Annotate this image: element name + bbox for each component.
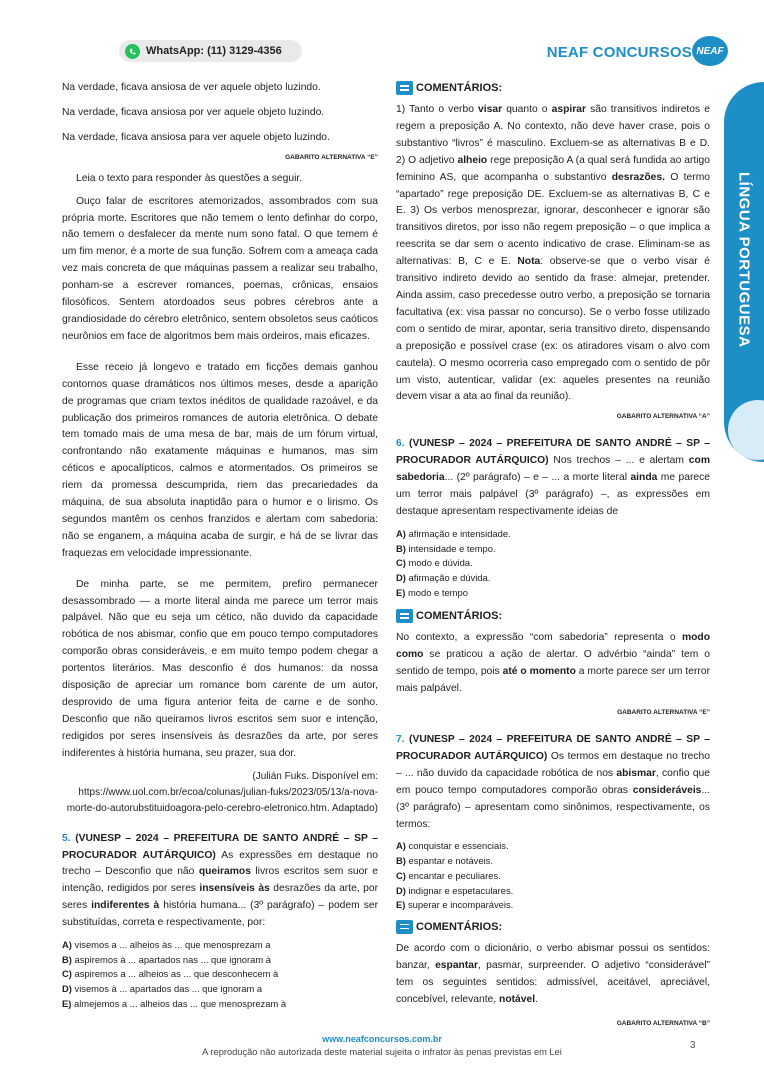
- example-sentence: Na verdade, ficava ansiosa para ver aquele objeto luzindo.: [62, 131, 330, 143]
- answer-key: GABARITO ALTERNATIVA “B”: [616, 1019, 710, 1027]
- answer-key: GABARITO ALTERNATIVA “A”: [616, 413, 710, 421]
- whatsapp-icon: [125, 44, 140, 59]
- option-c[interactable]: C) modo e dúvida.: [396, 557, 473, 569]
- highlighted-term: indiferentes à: [91, 900, 160, 912]
- comment-q6: No contexto, a expressão “com sabedoria” representa o modo como se praticou a ação de alertar. O advérbio “ainda” tem o sentido de tempo, pois até o momento a morte parece ser um terror mais palpável.: [396, 632, 711, 695]
- text-paragraph-3: De minha parte, se me permitem, prefiro permanecer desassombrado — a morte literal ainda me parece um terror mais palpável. Não que eu seja um cético, não duvido da capacidade robótica de nos abismar, confio que em pouco tempo computadores comporão obras consideráveis, e em muito tempo podem chegar a portentos literários. Mas desconfio é dos humanos: da nossa disposição de apreciar um romance bom carente de um autor, desprovido de uma figura anterior feita de carne e de sonho. Desconfio que não queiramos livros escritos sem suor e intenção, redigidos por seres insensíveis às desrazões da arte, por seres indiferentes à história humana, seu prazer, sua dor.: [62, 578, 378, 759]
- question-number: 5.: [62, 832, 71, 844]
- comment-q7: De acordo com o dicionário, o verbo abismar possui os sentidos: banzar, espantar, pasmar, surpreender. O adjetivo “considerável” tem os seguintes sentidos: admissível, aceitável, apreciável, concebível, relevante, notável.: [396, 942, 710, 1005]
- left-column: [62, 80, 378, 1012]
- option-b[interactable]: B) aspiremos à ... apartados nas ... que ignoram à: [62, 953, 271, 965]
- comments-heading: COMENTÁRIOS:: [396, 919, 710, 935]
- brand-name: NEAF CONCURSOS: [546, 44, 692, 61]
- question-text: livros escritos sem suor e intenção, redigidos por seres: [62, 866, 378, 895]
- answer-key: GABARITO ALTERNATIVA “E”: [617, 708, 710, 716]
- comment-icon: [396, 81, 413, 95]
- footer-copyright-note: A reprodução não autorizada deste material sujeita o infrator às penas previstas em Lei: [202, 1047, 562, 1057]
- option-a[interactable]: A) afirmação e intensidade.: [396, 527, 511, 539]
- option-d[interactable]: D) visemos à ... apartados das ... que ignoram a: [62, 983, 263, 995]
- answer-key: GABARITO ALTERNATIVA “E”: [285, 153, 378, 161]
- whatsapp-contact[interactable]: [119, 40, 302, 62]
- comments-heading: COMENTÁRIOS:: [396, 80, 710, 96]
- question-5: [62, 831, 378, 932]
- page-number: 3: [690, 1040, 696, 1051]
- comments-heading: COMENTÁRIOS:: [396, 608, 710, 624]
- question-text: desrazões da arte, por seres: [62, 883, 379, 912]
- example-sentence: Na verdade, ficava ansiosa por ver aquele objeto luzindo.: [62, 106, 325, 118]
- footer-website-link[interactable]: www.neafconcursos.com.br: [322, 1034, 442, 1044]
- comment-q4: 1) Tanto o verbo visar quanto o aspirar são transitivos indiretos e regem a preposição A. No contexto, não deve haver crase, pois o substantivo “livros” é masculino. Excluem-se as alternativas B e D. 2) O adjetivo alheio rege preposição A (a qual será fundida ao artigo feminino AS, que acompanha o substantivo desrazões. O termo “apartado” rege preposição DE. Excluem-se as alternativas B, C e E. 3) Os verbos menosprezar, ignorar, desconhecer e ignorar são transitivos diretos, por isso não regem preposição – o que implica a reescrita se dar sem o acento indicativo de crase. Eliminam-se as alternativas: B, C e E. Nota: observe-se que o verbo visar é transitivo indireto devido ao sentido da frase: almejar, pretender. Ainda assim, caso precedesse outro verbo, a preposição se tornaria facultativa (ex: visa passar no concurso). Se o verbo fosse utilizado com o sentido de mirar, apontar, seria transitivo direto, dispensando a preposição e possível crase (ex: os atiradores visam o alvo com cautela). O mesmo ocorreria caso empregado com o sentido de pôr um visto, autenticar, validar (ex: aqueles presentes na reunião devem visar a ata ao final da reunião).: [396, 104, 710, 403]
- comment-icon: [396, 609, 413, 623]
- comment-icon: [396, 920, 413, 934]
- reading-instruction: Leia o texto para responder às questões a seguir.: [76, 172, 303, 184]
- text-paragraph-2: Esse receio já longevo e tratado em ficções demais ganhou contornos quase dramáticos nos últimos meses, desde a aparição de programas que criam textos inéditos de qualidade razoável, e da publicação dos primeiros romances de autoria eletrônica. O debate tem tomado mais de uma mesa de bar, mais de um fórum virtual, confrontando não exatamente máquinas e humanos, mas sim céticos e apocalípticos, calmos e atormentados. Os primeiros se riem da promessa descumprida, riem das precariedades da máquina, de sua absoluta inaptidão para o humor e o lirismo. Os segundos mantêm os cenhos franzidos e alertam com sabedoria: não se enganem, a máquina acaba de surgir, e há de se livrar das fraquezas em velocidade impressionante.: [62, 361, 378, 559]
- question-number: 7.: [396, 733, 405, 745]
- brand-logo: NEAF: [692, 36, 728, 66]
- question-source: (VUNESP – 2024 – PREFEITURA DE SANTO ANDRÉ – SP – PROCURADOR AUTÁRQUICO): [396, 438, 710, 467]
- option-e[interactable]: E) modo e tempo: [396, 586, 468, 598]
- option-d[interactable]: D) indignar e espetaculares.: [396, 884, 514, 896]
- answer-options: [396, 839, 710, 913]
- right-column: [396, 80, 710, 1029]
- question-text: As expressões em destaque no trecho – Desconfio que não: [62, 849, 378, 878]
- question-number: 6.: [396, 438, 405, 450]
- option-e[interactable]: E) superar e incomparáveis.: [396, 899, 514, 911]
- option-b[interactable]: B) intensidade e tempo.: [396, 542, 496, 554]
- question-6: 6. (VUNESP – 2024 – PREFEITURA DE SANTO ANDRÉ – SP – PROCURADOR AUTÁRQUICO) Nos trechos – ... e alertam com sabedoria... (2º parágrafo) – e – ... a morte literal ainda me parece um terror mais palpável (3º parágrafo) –, as expressões em destaque apresentam respectivamente ideias de: [396, 438, 711, 517]
- option-b[interactable]: B) espantar e notáveis.: [396, 855, 493, 867]
- question-source: (VUNESP – 2024 – PREFEITURA DE SANTO ANDRÉ – SP – PROCURADOR AUTÁRQUICO): [62, 832, 378, 861]
- example-sentence: Na verdade, ficava ansiosa de ver aquele objeto luzindo.: [62, 82, 321, 93]
- option-a[interactable]: A) visemos a ... alheios às ... que menosprezam a: [62, 939, 271, 951]
- whatsapp-number: WhatsApp: (11) 3129-4356: [146, 45, 282, 57]
- highlighted-term: queiramos: [198, 866, 251, 878]
- option-c[interactable]: C) encantar e peculiares.: [396, 869, 501, 881]
- question-source: (VUNESP – 2024 – PREFEITURA DE SANTO ANDRÉ – SP – PROCURADOR AUTÁRQUICO): [396, 733, 710, 762]
- option-d[interactable]: D) afirmação e dúvida.: [396, 571, 491, 583]
- answer-options: [62, 938, 378, 1012]
- question-text: história humana... (3º parágrafo) – podem ser substituídas, correta e respectivamente, por:: [62, 900, 378, 929]
- answer-options: [396, 527, 710, 601]
- option-a[interactable]: A) conquistar e essenciais.: [396, 840, 509, 852]
- option-c[interactable]: C) aspiremos a ... alheios as ... que desconhecem à: [62, 968, 279, 980]
- source-citation: (Julián Fuks. Disponível em: https://www.uol.com.br/ecoa/colunas/julian-fuks/2023/05/13/a-nova-morte-do-autorubstituidoagora-pelo-cerebro-eletronico.htm. Adaptado): [66, 770, 378, 814]
- option-e[interactable]: E) almejemos a ... alheios das ... que menosprezam à: [62, 997, 287, 1009]
- section-tab-label: LÍNGUA PORTUGUESA: [735, 172, 753, 348]
- highlighted-term: insensíveis às: [199, 883, 270, 895]
- text-paragraph-1: Ouço falar de escritores atemorizados, assombrados com sua própria morte. Escritores que não temem o lento definhar do corpo, não temem o desfalecer da mente num sono fatal. O que temem é um fim menor, é a morte de sua função. Sofrem com a ameaça cada vez mais concreta de que máquinas passem a realizar seu trabalho, ponham-se a escrever romances, poemas, crônicas, ensaios filosóficos. Sentem atordoados seus pobres cérebros ante a grandiosidade do cérebro eletrônico, sentem obsoletos seus caóticos neurônios em face de algoritmos bem mais ordeiros, mais eficazes.: [62, 195, 378, 342]
- question-7: 7. (VUNESP – 2024 – PREFEITURA DE SANTO ANDRÉ – SP – PROCURADOR AUTÁRQUICO) Os termos em destaque no trecho – ... não duvido da capacidade robótica de nos abismar, confio que em pouco tempo computadores comporão obras consideráveis... (3º parágrafo) – apresentam como sinônimos, respectivamente, os termos:: [396, 733, 710, 830]
- section-tab-label-wrap: [724, 150, 764, 370]
